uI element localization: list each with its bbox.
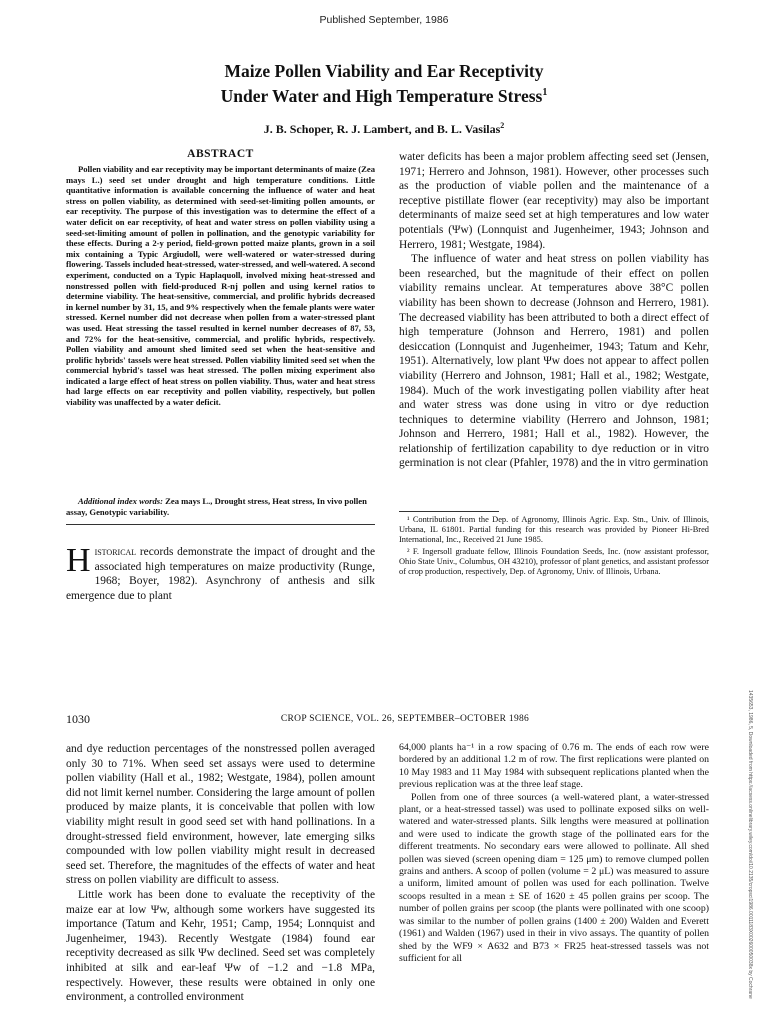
body-paragraph: water deficits has been a major problem affecting seed set (Jensen, 1971; Herrero and Johnson, 1981). However, other processes such as the production of viable pollen and the maintenance of a receptive pistillate flower (ear receptivity) may also be important determinants of maize seed set at high temperatures and low water potentials (Ψw) (Lonnquist and Jugenheimer, 1943; Johnson and Herrero, 1981; Westgate, 1984).: [399, 151, 709, 251]
body-paragraph: 64,000 plants ha⁻¹ in a row spacing of 0.76 m. The ends of each row were bordered by an additional 1.2 m of row. The first replications were planted on 10 May 1983 and 11 May 1984 with subsequent replications planted when the previous replication was at the three leaf stage.: [399, 742, 709, 791]
drop-cap: H: [66, 542, 91, 579]
page2-column-left: [66, 742, 375, 1024]
download-watermark-text: 1435653, 1986, 5, Downloaded from https://acsess.onlinelibrary.wiley.com/doi/10.2135/cropsci1986.0011183X002600050038x by Cochrane: [747, 690, 753, 999]
body-paragraph: The influence of water and heat stress on pollen viability has been researched, but the magnitude of their effect on pollen viability remains unclear. At temperatures above 38°C pollen viability has been shown to decrease (Johnson and Herrero, 1981). The decreased viability has been attributed to both a direct effect of high temperature (Johnson and Herrero, 1981) and pollen desiccation (Lonnquist and Jugenheimer, 1943; Tatum and Kehr, 1951). Alternatively, low plant Ψw does not appear to affect pollen viability (Herrero and Johnson, 1981; Hall et al., 1982; Westgate, 1984). Much of the work investigating pollen viability after heat and water stress was done using in vitro or dye reduction techniques to determine viability (Herrero and Johnson, 1981; Johnson and Herrero, 1981; Hall et al., 1982). However, the relationship of fertilization capability to dye reduction or in vitro germination is not clear (Pfahler, 1978) and the in vitro germination: [399, 253, 709, 470]
page2-column-right: [399, 742, 709, 1024]
index-words-list: Zea mays L., Drought stress, Heat stress, In vivo pollen assay, Genotypic variability.: [66, 496, 367, 517]
abstract-body: Pollen viability and ear receptivity may be important determinants of maize (Zea mays L.) seed set under drought and high temperature conditions. Little quantitative information is available concerning the influence of water and heat stress on pollen viability, as determined with seed-set-limiting pollen amounts, or ear receptivity. The purpose of this investigation was to determine the effect of a water deficit on ear receptivity, of heat and water stress on pollen viability using a seed-set-limiting amount of pollen in pollination, and the genotypic variability for these effects. During a 2-y period, field-grown potted maize plants, grown in a soil mix containing a Typic Argiudoll, were well-watered or water-stressed during flowering. Tassels included heat-stressed, water-stressed, and well-watered. A second experiment, conducted on a Typic Haplaquoll, involved mixing heat-stressed and nonstressed pollen with field-produced R-nj pollen and using kernel ratios to determine viability. The heat-sensitive, commercial, and prolific hybrids decreased in kernel number by 31, 15, and 9% respectively when the female plants were water stressed. Kernel number did not decrease when pollen from a water-stressed plant was used. Heat stressing the tassel resulted in kernel number decreases of 87, 53, and 72% for the heat-sensitive, commercial, and prolific hybrids, respectively. Pollen viability and amount shed limited seed set when the heat-sensitive and prolific hybrids' tassels were heat stressed. Pollen viability limited seed set when the commercial hybrid's tassel was heat stressed. The pollen mixing experiment also indicated a large effect of heat stress on pollen viability. Thus, water and heat stress had large effects on ear receptivity and pollen viability, respectively, but pollen viability was unaffected by a water deficit.: [66, 164, 375, 408]
body-paragraph: Pollen from one of three sources (a well-watered plant, a water-stressed plant, or a heat-stressed tassel) was used to pollinate exposed silks on well-watered and water-stressed plants. Silk lengths were measured at pollination and were used to indicate the growth stage of the pollinated ears for the different treatments. No secondary ears were allowed to pollinate. All shed pollen was sieved (screen opening diam = 125 μm) to remove clumped pollen grains and anthers. A scoop of pollen (volume = 2 μL) was measured to assure a uniform, limited amount of pollen was used for each pollination. Twelve scoops resulted in a mean ± SE of 1620 ± 45 pollen grains per scoop. The number of pollen grains per scoop (the plants were pollinated with one scoop) was similar to the number of pollen grains (1400 ± 200) Walden and Everett (1961) and Walden (1967) used in their in vivo assays. The quantity of pollen shed by the WF9 × A632 and B73 × FR25 heat-stressed tassels was not sufficient for all: [399, 791, 709, 964]
footnote-divider: [399, 511, 499, 512]
abstract-divider: [66, 524, 375, 525]
intro-lead-word: istorical: [94, 546, 137, 558]
running-head: CROP SCIENCE, VOL. 26, SEPTEMBER–OCTOBER 1986: [280, 714, 530, 724]
footnotes: [399, 515, 709, 578]
introduction-paragraph: [66, 542, 375, 603]
title-line-2: [120, 82, 648, 107]
footnote-1: ¹ Contribution from the Dep. of Agronomy, Illinois Agric. Exp. Stn., Univ. of Illinois, Urbana, IL 61801. Partial funding for this research was provided by Pioneer Hi-Bred International, Inc., Received 21 June 1985.: [399, 515, 709, 545]
author-names: J. B. Schoper, R. J. Lambert, and B. L. Vasilas: [263, 122, 501, 136]
body-paragraph: Little work has been done to evaluate the receptivity of the maize ear at low Ψw, although some workers have suggested its importance (Tatum and Kehr, 1951; Camp, 1954; Lonnquist and Jugenheimer, 1943). Recently Westgate (1984) found ear receptivity decreased as silk Ψw declined. Seed set was completely inhibited at silk and ear-leaf Ψw of −1.2 and −1.8 MPa, respectively. However, these results were obtained in only one environment, a controlled environment: [66, 888, 375, 1004]
page-number: 1030: [66, 712, 90, 726]
footnote-2: ² F. Ingersoll graduate fellow, Illinois Foundation Seeds, Inc. (now assistant professor, Ohio State Univ., Columbus, OH 43210), professor of plant genetics, and assistant professor of crop production, respectively, Dep. of Agronomy, Univ. of Illinois, Urbana.: [399, 546, 709, 577]
download-watermark: [741, 690, 755, 1020]
abstract-heading: ABSTRACT: [187, 148, 254, 160]
body-paragraph: and dye reduction percentages of the nonstressed pollen averaged only 30 to 71%. When seed set assays were used to determine pollen viability (Hall et al., 1982; Westgate, 1984), pollen amount did not limit kernel number. Considering the large amount of pollen produced by maize plants, it is conceivable that pollen with low viability might result in good seed set with hand pollinations. In a drought-stressed field environment, however, late emerging silks compounded with low pollen viability might result in decreased seed set. Therefore, the magnitudes of the effects of water and heat stress on pollen viability are difficult to assess.: [66, 743, 375, 887]
intro-body: records demonstrate the impact of drought and the associated high temperatures on maize productivity (Runge, 1968; Boyer, 1982). Asynchrony of anthesis and silk emergence due to plant: [66, 546, 375, 602]
published-date: Published September, 1986: [319, 14, 449, 26]
author-list: [120, 121, 648, 137]
article-title: [120, 60, 648, 107]
author-footnote-mark: 2: [500, 121, 505, 130]
title-line-2-text: Under Water and High Temperature Stress: [220, 85, 543, 106]
index-words-label: Additional index words:: [78, 496, 163, 506]
title-line-1: Maize Pollen Viability and Ear Receptivity: [224, 61, 544, 81]
title-footnote-mark: 1: [542, 87, 548, 98]
body-column-right: [399, 150, 709, 471]
index-words: [66, 496, 375, 517]
